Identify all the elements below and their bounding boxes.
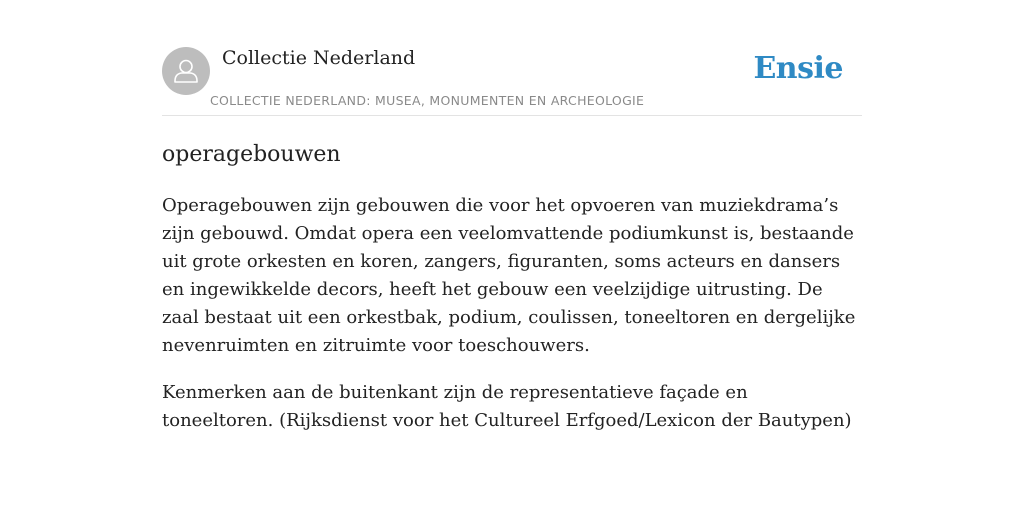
definition-paragraph: Operagebouwen zijn gebouwen die voor het opvoeren van muziekdrama’s zijn gebouwd. Omdat opera een veelomvattende podiumkunst is, bestaande uit grote orkesten en koren, zangers, figuranten, soms acteurs en dansers en ingewikkelde decors, heeft het gebouw een veelzijdige uitrusting. De zaal bestaat uit een orkestbak, podium, coulissen, toneeltoren en dergelijke nevenruimten en zitruimte voor toeschouwers.	[162, 195, 856, 356]
author-subtitle: COLLECTIE NEDERLAND: MUSEA, MONUMENTEN EN ARCHEOLOGIE	[210, 93, 645, 108]
page-title: operagebouwen	[162, 142, 341, 167]
page-header	[162, 0, 862, 116]
ensie-logo[interactable]: Ensie	[753, 51, 843, 86]
user-silhouette-icon	[162, 47, 210, 95]
author-name[interactable]: Collectie Nederland	[222, 47, 416, 69]
definition-body	[162, 192, 862, 454]
avatar[interactable]	[162, 47, 210, 95]
definition-page	[162, 0, 862, 512]
definition-paragraph: Kenmerken aan de buitenkant zijn de representatieve façade en toneeltoren. (Rijksdienst voor het Cultureel Erfgoed/Lexicon der Bautypen)	[162, 382, 852, 431]
